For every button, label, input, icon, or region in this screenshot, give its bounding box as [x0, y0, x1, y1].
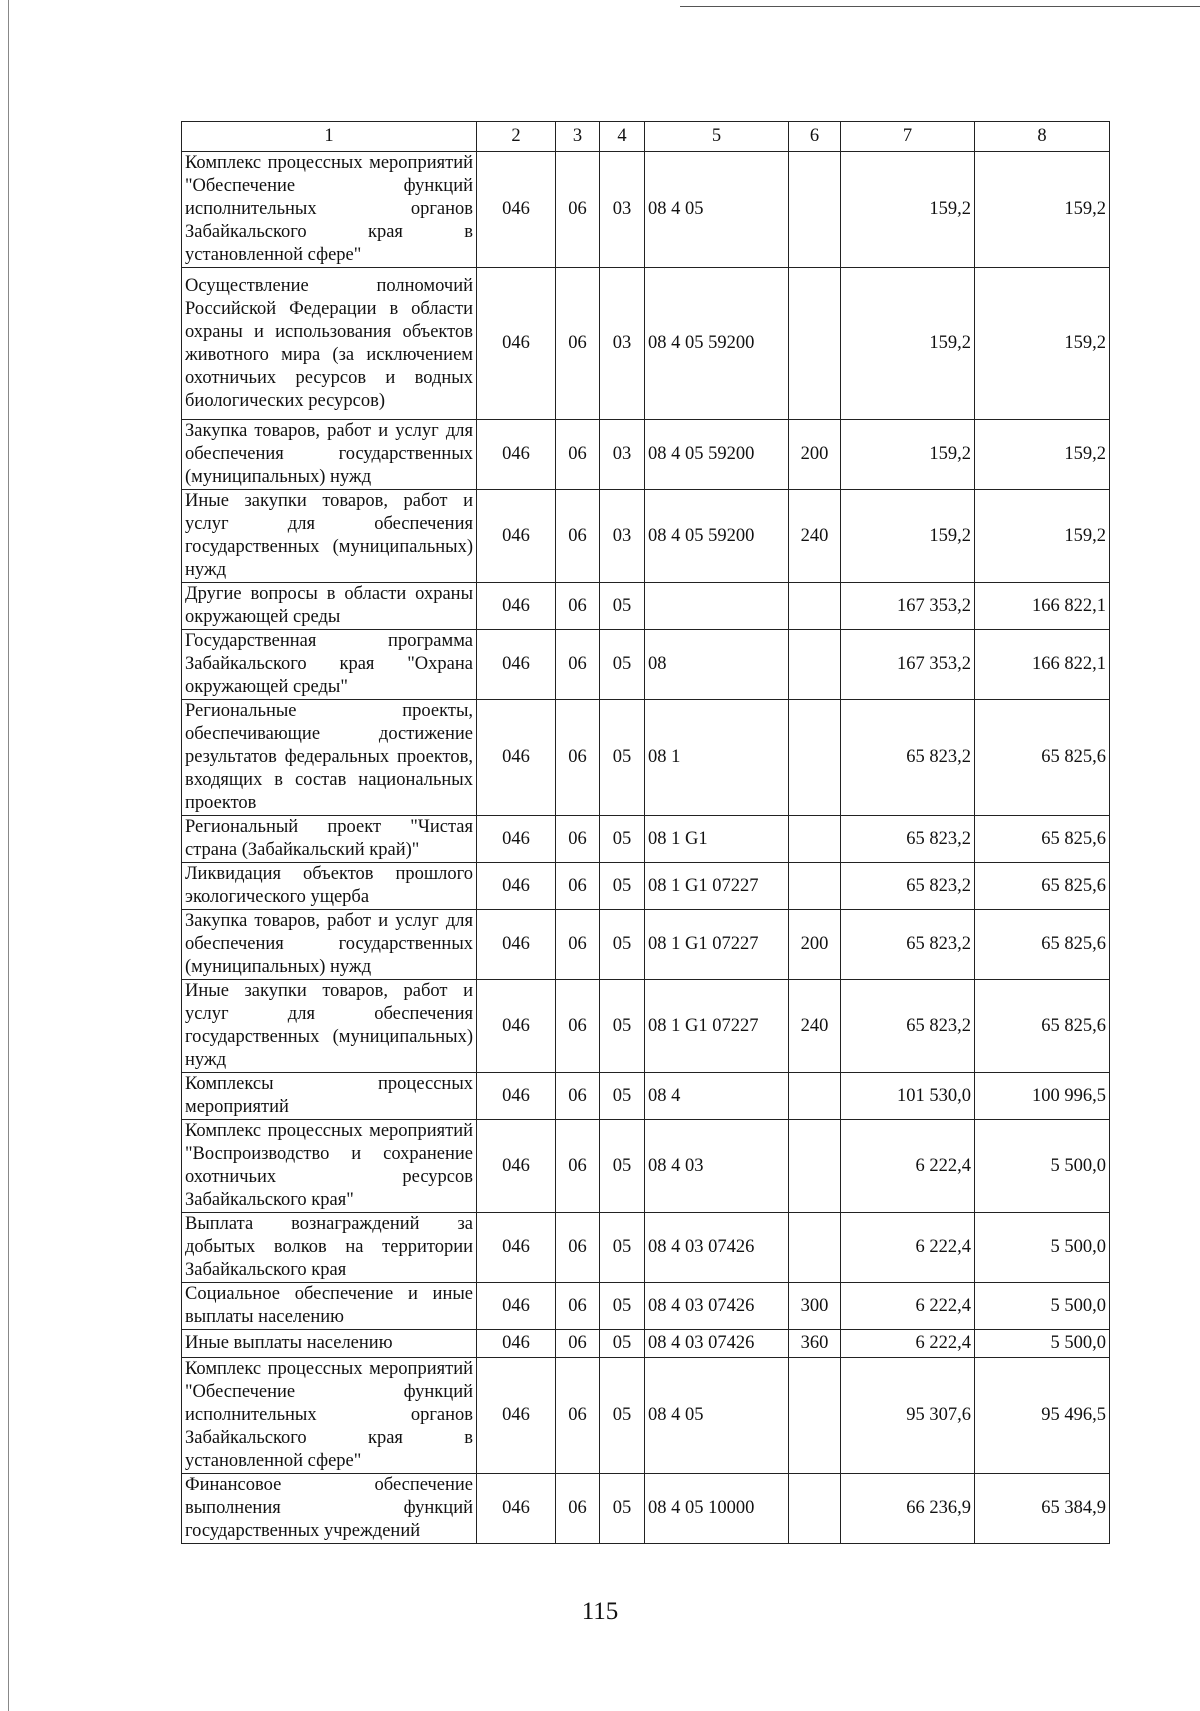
cell-amount-year-1: 159,2 [841, 152, 975, 268]
cell-expense-type [789, 1474, 841, 1544]
cell-ministry-code: 046 [477, 152, 556, 268]
cell-target-article: 08 1 G1 07227 [645, 980, 789, 1073]
row-name: Социальное обеспечение и иные выплаты населению [182, 1283, 477, 1330]
cell-section: 06 [556, 268, 600, 420]
table-row [182, 1474, 1110, 1544]
cell-amount-year-2: 65 825,6 [975, 700, 1110, 816]
row-name: Комплекс процессных мероприятий "Воспроизводство и сохранение охотничьих ресурсов Забайкальского края" [182, 1120, 477, 1213]
cell-ministry-code: 046 [477, 1358, 556, 1474]
cell-subsection: 03 [600, 490, 645, 583]
row-name: Региональный проект "Чистая страна (Забайкальский край)" [182, 816, 477, 863]
cell-ministry-code: 046 [477, 1120, 556, 1213]
cell-amount-year-1: 66 236,9 [841, 1474, 975, 1544]
cell-amount-year-1: 65 823,2 [841, 910, 975, 980]
table-header-row [182, 122, 1110, 152]
cell-expense-type [789, 700, 841, 816]
table-row [182, 863, 1110, 910]
table-row [182, 1358, 1110, 1474]
cell-section: 06 [556, 490, 600, 583]
cell-amount-year-1: 159,2 [841, 268, 975, 420]
cell-section: 06 [556, 152, 600, 268]
cell-subsection: 03 [600, 152, 645, 268]
cell-expense-type [789, 268, 841, 420]
cell-target-article: 08 4 [645, 1073, 789, 1120]
cell-ministry-code: 046 [477, 700, 556, 816]
column-header: 5 [645, 122, 789, 152]
cell-subsection: 05 [600, 700, 645, 816]
cell-expense-type [789, 583, 841, 630]
cell-subsection: 05 [600, 910, 645, 980]
cell-ministry-code: 046 [477, 863, 556, 910]
cell-subsection: 03 [600, 268, 645, 420]
column-header: 8 [975, 122, 1110, 152]
cell-ministry-code: 046 [477, 1283, 556, 1330]
cell-amount-year-2: 5 500,0 [975, 1330, 1110, 1358]
table-row [182, 420, 1110, 490]
row-name: Комплекс процессных мероприятий "Обеспечение функций исполнительных органов Забайкальского края в установленной сфере" [182, 152, 477, 268]
cell-amount-year-1: 159,2 [841, 420, 975, 490]
cell-ministry-code: 046 [477, 490, 556, 583]
row-name: Другие вопросы в области охраны окружающей среды [182, 583, 477, 630]
cell-expense-type: 300 [789, 1283, 841, 1330]
cell-amount-year-1: 65 823,2 [841, 863, 975, 910]
row-name: Комплекс процессных мероприятий "Обеспечение функций исполнительных органов Забайкальского края в установленной сфере" [182, 1358, 477, 1474]
cell-amount-year-1: 167 353,2 [841, 630, 975, 700]
column-header: 2 [477, 122, 556, 152]
cell-section: 06 [556, 1330, 600, 1358]
cell-target-article: 08 1 G1 [645, 816, 789, 863]
cell-target-article: 08 4 05 [645, 152, 789, 268]
column-header: 1 [182, 122, 477, 152]
row-name: Осуществление полномочий Российской Федерации в области охраны и использования объектов животного мира (за исключением охотничьих ресурсов и водных биологических ресурсов) [182, 268, 477, 420]
table-row [182, 268, 1110, 420]
cell-target-article: 08 1 G1 07227 [645, 910, 789, 980]
table-row [182, 1213, 1110, 1283]
cell-target-article: 08 4 03 07426 [645, 1283, 789, 1330]
column-header: 4 [600, 122, 645, 152]
cell-ministry-code: 046 [477, 910, 556, 980]
cell-amount-year-1: 65 823,2 [841, 816, 975, 863]
cell-section: 06 [556, 863, 600, 910]
table-row [182, 152, 1110, 268]
cell-ministry-code: 046 [477, 1330, 556, 1358]
cell-section: 06 [556, 1358, 600, 1474]
row-name: Государственная программа Забайкальского края "Охрана окружающей среды" [182, 630, 477, 700]
row-name: Иные выплаты населению [182, 1330, 477, 1358]
cell-ministry-code: 046 [477, 630, 556, 700]
cell-amount-year-2: 65 825,6 [975, 980, 1110, 1073]
cell-amount-year-2: 166 822,1 [975, 583, 1110, 630]
cell-ministry-code: 046 [477, 1474, 556, 1544]
cell-expense-type: 200 [789, 910, 841, 980]
cell-amount-year-1: 6 222,4 [841, 1213, 975, 1283]
page-number: 115 [581, 1598, 619, 1625]
cell-ministry-code: 046 [477, 1213, 556, 1283]
cell-subsection: 05 [600, 1330, 645, 1358]
column-header: 7 [841, 122, 975, 152]
table-row [182, 700, 1110, 816]
cell-amount-year-1: 6 222,4 [841, 1120, 975, 1213]
cell-expense-type [789, 1358, 841, 1474]
cell-section: 06 [556, 980, 600, 1073]
cell-subsection: 05 [600, 1283, 645, 1330]
cell-section: 06 [556, 1213, 600, 1283]
cell-amount-year-2: 100 996,5 [975, 1073, 1110, 1120]
cell-target-article: 08 4 05 59200 [645, 490, 789, 583]
cell-section: 06 [556, 1283, 600, 1330]
row-name: Региональные проекты, обеспечивающие достижение результатов федеральных проектов, входящих в состав национальных проектов [182, 700, 477, 816]
cell-amount-year-2: 159,2 [975, 152, 1110, 268]
row-name: Выплата вознаграждений за добытых волков на территории Забайкальского края [182, 1213, 477, 1283]
cell-subsection: 05 [600, 1474, 645, 1544]
cell-ministry-code: 046 [477, 583, 556, 630]
cell-ministry-code: 046 [477, 268, 556, 420]
cell-amount-year-2: 65 825,6 [975, 910, 1110, 980]
cell-section: 06 [556, 583, 600, 630]
cell-amount-year-1: 167 353,2 [841, 583, 975, 630]
cell-amount-year-2: 65 384,9 [975, 1474, 1110, 1544]
cell-expense-type [789, 816, 841, 863]
cell-amount-year-2: 159,2 [975, 420, 1110, 490]
cell-amount-year-2: 95 496,5 [975, 1358, 1110, 1474]
cell-target-article: 08 4 05 59200 [645, 268, 789, 420]
cell-ministry-code: 046 [477, 980, 556, 1073]
column-header: 3 [556, 122, 600, 152]
cell-subsection: 05 [600, 863, 645, 910]
row-name: Иные закупки товаров, работ и услуг для обеспечения государственных (муниципальных) нужд [182, 490, 477, 583]
cell-amount-year-1: 95 307,6 [841, 1358, 975, 1474]
cell-subsection: 05 [600, 1358, 645, 1474]
cell-expense-type [789, 630, 841, 700]
cell-amount-year-2: 5 500,0 [975, 1283, 1110, 1330]
cell-amount-year-1: 65 823,2 [841, 700, 975, 816]
cell-section: 06 [556, 910, 600, 980]
budget-table [181, 121, 1110, 1544]
cell-target-article: 08 4 05 10000 [645, 1474, 789, 1544]
cell-expense-type [789, 1073, 841, 1120]
cell-subsection: 05 [600, 583, 645, 630]
table-row [182, 583, 1110, 630]
cell-target-article: 08 1 [645, 700, 789, 816]
row-name: Закупка товаров, работ и услуг для обеспечения государственных (муниципальных) нужд [182, 420, 477, 490]
cell-subsection: 05 [600, 630, 645, 700]
cell-expense-type: 240 [789, 490, 841, 583]
cell-amount-year-1: 159,2 [841, 490, 975, 583]
table-row [182, 1120, 1110, 1213]
cell-amount-year-2: 65 825,6 [975, 816, 1110, 863]
cell-section: 06 [556, 630, 600, 700]
cell-amount-year-1: 101 530,0 [841, 1073, 975, 1120]
cell-subsection: 05 [600, 980, 645, 1073]
cell-section: 06 [556, 420, 600, 490]
cell-subsection: 05 [600, 1120, 645, 1213]
cell-amount-year-2: 5 500,0 [975, 1120, 1110, 1213]
cell-section: 06 [556, 1474, 600, 1544]
table-row [182, 490, 1110, 583]
cell-expense-type: 240 [789, 980, 841, 1073]
cell-target-article: 08 4 05 [645, 1358, 789, 1474]
cell-target-article: 08 4 03 07426 [645, 1330, 789, 1358]
row-name: Ликвидация объектов прошлого экологического ущерба [182, 863, 477, 910]
cell-amount-year-2: 65 825,6 [975, 863, 1110, 910]
table-row [182, 1330, 1110, 1358]
cell-section: 06 [556, 700, 600, 816]
cell-subsection: 05 [600, 816, 645, 863]
cell-section: 06 [556, 816, 600, 863]
cell-amount-year-2: 159,2 [975, 490, 1110, 583]
cell-ministry-code: 046 [477, 420, 556, 490]
cell-subsection: 05 [600, 1073, 645, 1120]
cell-target-article: 08 [645, 630, 789, 700]
table-row [182, 980, 1110, 1073]
cell-target-article: 08 4 03 07426 [645, 1213, 789, 1283]
row-name: Комплексы процессных мероприятий [182, 1073, 477, 1120]
cell-section: 06 [556, 1120, 600, 1213]
table-row [182, 1073, 1110, 1120]
table-row [182, 910, 1110, 980]
cell-ministry-code: 046 [477, 816, 556, 863]
row-name: Финансовое обеспечение выполнения функций государственных учреждений [182, 1474, 477, 1544]
cell-amount-year-2: 166 822,1 [975, 630, 1110, 700]
cell-expense-type [789, 1213, 841, 1283]
table-row [182, 1283, 1110, 1330]
cell-amount-year-2: 5 500,0 [975, 1213, 1110, 1283]
cell-expense-type: 200 [789, 420, 841, 490]
column-header: 6 [789, 122, 841, 152]
cell-target-article [645, 583, 789, 630]
scan-edge-line [680, 6, 1200, 7]
cell-expense-type [789, 152, 841, 268]
cell-amount-year-2: 159,2 [975, 268, 1110, 420]
scan-edge-line-left [8, 0, 9, 1711]
cell-subsection: 03 [600, 420, 645, 490]
table-row [182, 816, 1110, 863]
cell-target-article: 08 4 03 [645, 1120, 789, 1213]
cell-expense-type [789, 863, 841, 910]
cell-subsection: 05 [600, 1213, 645, 1283]
cell-amount-year-1: 65 823,2 [841, 980, 975, 1073]
cell-amount-year-1: 6 222,4 [841, 1330, 975, 1358]
row-name: Закупка товаров, работ и услуг для обеспечения государственных (муниципальных) нужд [182, 910, 477, 980]
row-name: Иные закупки товаров, работ и услуг для обеспечения государственных (муниципальных) нужд [182, 980, 477, 1073]
cell-expense-type [789, 1120, 841, 1213]
cell-amount-year-1: 6 222,4 [841, 1283, 975, 1330]
cell-expense-type: 360 [789, 1330, 841, 1358]
cell-ministry-code: 046 [477, 1073, 556, 1120]
table-row [182, 630, 1110, 700]
cell-section: 06 [556, 1073, 600, 1120]
cell-target-article: 08 4 05 59200 [645, 420, 789, 490]
cell-target-article: 08 1 G1 07227 [645, 863, 789, 910]
